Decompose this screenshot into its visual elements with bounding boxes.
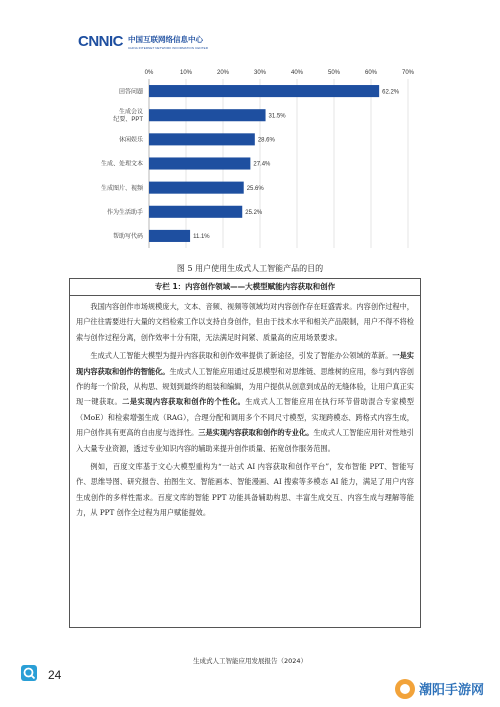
bar-value-label: 31.5%: [268, 113, 286, 120]
chart-tick-labels: [145, 70, 415, 76]
bar-value-label: 28.6%: [257, 137, 275, 144]
box-title: 专栏 1：内容创作领域——大模型赋能内容获取和创作: [70, 279, 420, 296]
sidebar-column-box: [69, 278, 421, 628]
bar-value-label: 62.2%: [382, 89, 400, 96]
category-label: 作为生活助手: [106, 209, 143, 216]
page-number: 24: [48, 668, 62, 682]
category-label: 帮助写代码: [112, 234, 143, 241]
point-2-heading: 二是实现内容获取和创作的个性化。: [122, 397, 246, 407]
point-3-text: 生成式人工智能应用针对性地引入大量专业资源，透过专业知识内容的辅助来提升创作质量、拓宽创作服务范围。: [76, 428, 414, 453]
cnnic-logo: CNNIC: [78, 33, 123, 50]
x-tick-label: 20%: [216, 70, 230, 76]
paragraph-3: 例如，百度文库基于文心大模型重构为“一站式 AI 内容获取和创作平台”，发布智能 PPT、智能写作、思维导图、研究报告、拍图生文、智能画本、智能漫画、AI 搜索等多模态 AI 能力，满足了用户内容生成创作的多样性需求。百度文库的智能 PPT 功能具备辅助构思、丰富生成交互、内容生成与理解等能力，从 PPT 创作全过程为用户赋能提效。: [76, 462, 414, 518]
x-tick-label: 30%: [253, 70, 267, 76]
paragraph-1: 我国内容创作市场规模庞大，文本、音频、视频等领域均对内容创作存在旺盛需求。内容创作过程中，用户往往需要进行大量的文档检索工作以支持自身创作，但由于技术水平和相关产品限制，用户不得不将检索与创作过程分离，创作效率十分有限，无法满足时间紧、质量高的应用场景要求。: [76, 302, 414, 342]
x-tick-label: 50%: [327, 70, 341, 76]
paragraph-2-intro: 生成式人工智能大模型为提升内容获取和创作效率提供了新途径，引发了智能办公领域的革新。: [90, 351, 393, 361]
bar-value-label: 11.1%: [193, 234, 210, 241]
x-tick-label: 0%: [144, 70, 154, 76]
bar: [149, 133, 255, 145]
logo-chinese-name: 中国互联网络信息中心: [128, 34, 203, 44]
box-body: [70, 296, 420, 521]
site-watermark: [393, 677, 489, 701]
bar-value-label: 25.2%: [245, 209, 263, 216]
report-icon: [20, 664, 38, 682]
bar: [149, 230, 190, 242]
category-label: 生成图片、视频: [100, 185, 143, 192]
chart-category-labels: [101, 87, 144, 240]
bar: [149, 157, 250, 169]
x-tick-label: 40%: [290, 70, 304, 76]
point-1-heading: 一是实现内容获取和创作的智能化。: [76, 351, 414, 376]
category-label: 回答问题: [118, 89, 143, 96]
category-label: 生成、处理文本: [100, 161, 143, 168]
category-label: 生成会议: [118, 109, 143, 116]
point-1-text: 生成式人工智能应用通过反思模型和对思维链、思维树的应用，参与到内容创作的每一个阶段，从构思、规划到最终的组装和编辑，为用户提供从创意到成品的无缝体验，让用户真正实现一键获取。: [76, 366, 414, 407]
x-tick-label: 70%: [401, 70, 415, 76]
category-label: 纪要、PPT: [113, 117, 143, 124]
bar: [149, 109, 266, 121]
x-tick-label: 10%: [179, 70, 193, 76]
point-2-text: 生成式人工智能应用在执行环节借助混合专家模型（MoE）和检索增强生成（RAG），合理分配和调用多个不同尺寸模型，实现跨模态、跨格式内容生成，用户创作具有更高的自由度与选择性。: [76, 397, 414, 438]
purpose-bar-chart: [0, 0, 500, 260]
category-label: 休闲娱乐: [118, 137, 143, 144]
footer-report-title: 生成式人工智能应用发展报告（2024）: [192, 657, 308, 665]
point-3-heading: 三是实现内容获取和创作的专业化。: [198, 428, 314, 438]
bar: [149, 182, 244, 194]
paragraph-2: [76, 348, 414, 456]
bar-value-label: 25.6%: [246, 185, 264, 192]
watermark-text: 潮阳手游网: [419, 683, 485, 698]
bar: [149, 206, 242, 218]
figure-caption: 图 5 用户使用生成式人工智能产品的目的: [176, 264, 324, 273]
bar-value-label: 27.4%: [253, 161, 271, 168]
x-tick-label: 60%: [364, 70, 378, 76]
bar: [149, 85, 379, 97]
logo-english-name: CHINA INTERNET NETWORK INFORMATION CENTER: [128, 45, 208, 50]
